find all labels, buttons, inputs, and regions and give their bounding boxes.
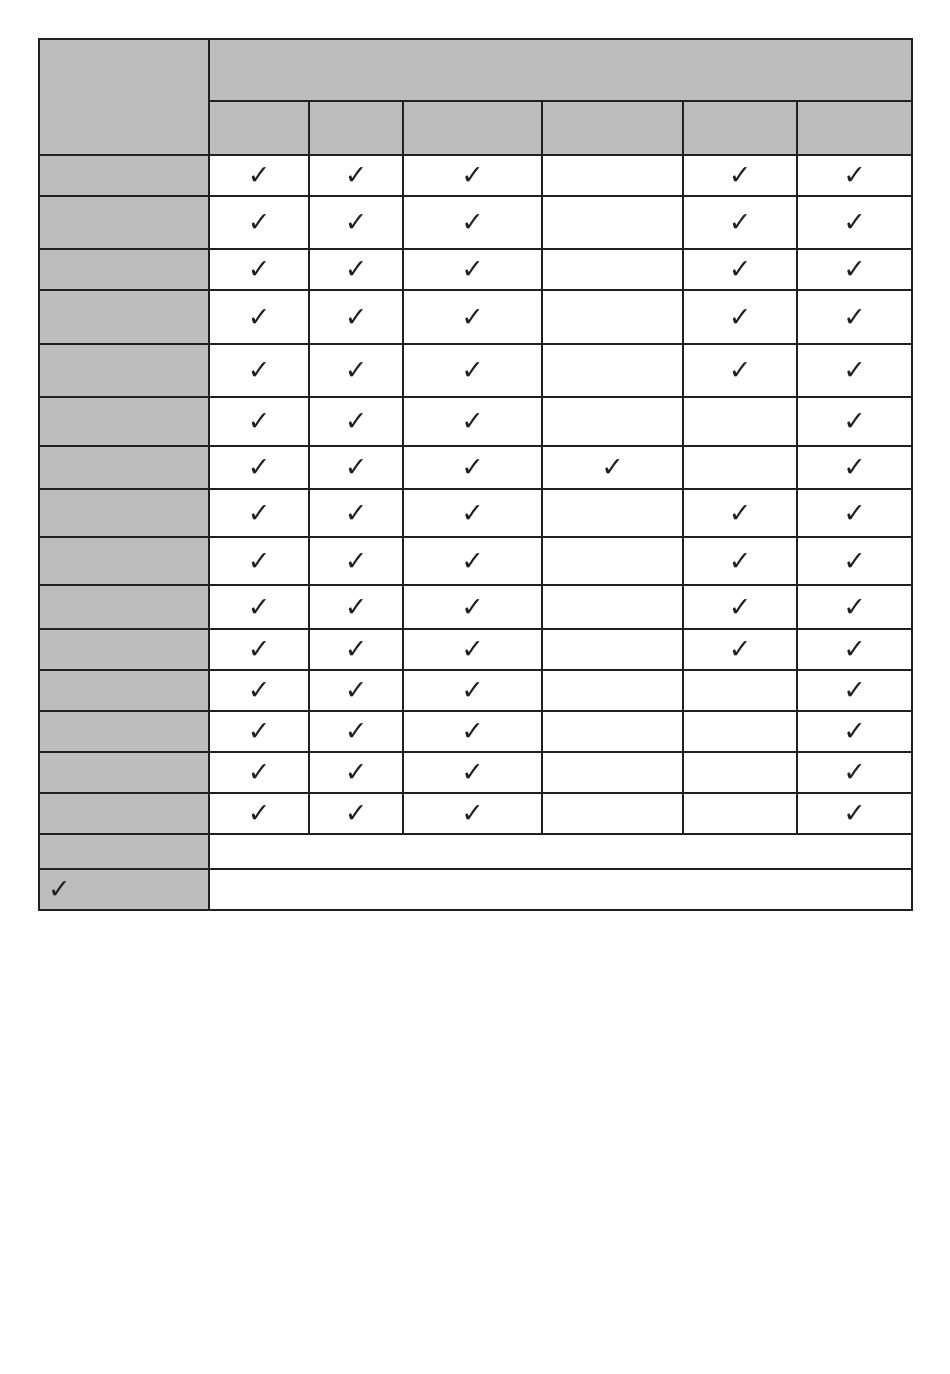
- table-cell: [209, 155, 309, 196]
- table-row: [39, 629, 912, 670]
- table-row: [39, 344, 912, 397]
- table-cell: [542, 537, 683, 585]
- table-cell: [403, 446, 542, 489]
- checkmark-icon: ✓: [344, 716, 368, 747]
- footer-cell: [209, 834, 912, 869]
- checkmark-icon: ✓: [344, 207, 368, 238]
- checkmark-icon: ✓: [843, 716, 866, 747]
- checkmark-icon: ✓: [344, 545, 368, 577]
- checkmark-icon: ✓: [843, 207, 866, 238]
- checkmark-icon: ✓: [601, 452, 624, 483]
- row-header-cell: [39, 155, 209, 196]
- table-cell: [209, 446, 309, 489]
- checkmark-icon: ✓: [344, 254, 368, 285]
- table-cell: [309, 196, 403, 249]
- footer-row: [39, 834, 912, 869]
- table-cell: [683, 196, 797, 249]
- table-cell: [209, 537, 309, 585]
- checkmark-icon: ✓: [344, 757, 368, 788]
- checkmark-icon: ✓: [843, 675, 866, 706]
- checkmark-icon: ✓: [247, 497, 271, 529]
- table-cell: [797, 752, 912, 793]
- legend-row: [39, 869, 912, 910]
- table-row: [39, 196, 912, 249]
- table-cell: [797, 629, 912, 670]
- checkmark-icon: ✓: [247, 545, 271, 577]
- table-cell: [403, 489, 542, 537]
- row-header-cell: [39, 537, 209, 585]
- table-cell: [309, 585, 403, 629]
- table-cell: [542, 585, 683, 629]
- row-header-cell: [39, 711, 209, 752]
- table-cell: [797, 155, 912, 196]
- checkmark-icon: ✓: [728, 355, 752, 386]
- checkmark-icon: ✓: [247, 591, 271, 623]
- table-cell: [797, 489, 912, 537]
- checkmark-icon: ✓: [728, 160, 752, 191]
- corner-header-cell: [39, 39, 209, 155]
- table-cell: [403, 155, 542, 196]
- table-cell: [209, 585, 309, 629]
- row-header-cell: [39, 670, 209, 711]
- row-header-cell: [39, 793, 209, 834]
- row-header-cell: [39, 290, 209, 344]
- legend-header-cell: [39, 869, 209, 910]
- group-header-cell: [209, 39, 912, 101]
- table-cell: [309, 670, 403, 711]
- row-header-cell: [39, 344, 209, 397]
- checkmark-icon: ✓: [728, 207, 752, 238]
- checkmark-icon: ✓: [247, 634, 271, 665]
- column-header-2: [309, 101, 403, 155]
- table-cell: [797, 711, 912, 752]
- table-cell: [309, 344, 403, 397]
- table-cell: [403, 670, 542, 711]
- checkmark-icon: ✓: [247, 160, 271, 191]
- checkmark-icon: ✓: [247, 716, 271, 747]
- table-cell: [403, 711, 542, 752]
- checkmark-icon: ✓: [843, 497, 866, 529]
- checkmark-icon: ✓: [344, 497, 368, 529]
- table-cell: [797, 249, 912, 290]
- table-cell: [683, 397, 797, 446]
- checkmark-icon: ✓: [843, 634, 866, 665]
- checkmark-icon: ✓: [247, 798, 271, 829]
- table-cell: [542, 155, 683, 196]
- table-cell: [209, 711, 309, 752]
- table-cell: [309, 752, 403, 793]
- table-cell: [542, 344, 683, 397]
- checkmark-icon: ✓: [247, 757, 271, 788]
- table-row: [39, 752, 912, 793]
- column-header-3: [403, 101, 542, 155]
- table-row: [39, 397, 912, 446]
- table-row: [39, 489, 912, 537]
- row-header-cell: [39, 196, 209, 249]
- table-cell: [683, 446, 797, 489]
- table-cell: [209, 629, 309, 670]
- table-cell: [309, 489, 403, 537]
- checkmark-icon: ✓: [843, 591, 866, 623]
- table-cell: [209, 249, 309, 290]
- table-row: [39, 670, 912, 711]
- checkmark-icon: ✓: [843, 545, 866, 577]
- table-cell: [309, 629, 403, 670]
- table-cell: [542, 489, 683, 537]
- table-cell: [309, 711, 403, 752]
- table-cell: [309, 446, 403, 489]
- table-row: [39, 249, 912, 290]
- table-cell: [403, 629, 542, 670]
- table-cell: [797, 446, 912, 489]
- table-cell: [542, 196, 683, 249]
- table-cell: [797, 585, 912, 629]
- checkmark-icon: ✓: [843, 798, 866, 829]
- table-cell: [683, 711, 797, 752]
- legend-cell: [209, 869, 912, 910]
- table-cell: [683, 155, 797, 196]
- checkmark-icon: ✓: [728, 634, 752, 665]
- table-cell: [797, 290, 912, 344]
- checkmark-icon: ✓: [843, 301, 866, 333]
- checkmark-icon: ✓: [728, 497, 752, 529]
- footer-header-cell: [39, 834, 209, 869]
- checkmark-icon: ✓: [344, 675, 368, 706]
- table-cell: [309, 155, 403, 196]
- checkmark-icon: ✓: [843, 160, 866, 191]
- legend-checkmark-icon: ✓: [48, 874, 71, 905]
- checkmark-icon: ✓: [344, 634, 368, 665]
- table-cell: [403, 537, 542, 585]
- checkmark-icon: ✓: [344, 160, 368, 191]
- row-header-cell: [39, 397, 209, 446]
- table-cell: [309, 537, 403, 585]
- checkmark-icon: ✓: [461, 757, 484, 788]
- table-cell: [683, 537, 797, 585]
- table-row: [39, 711, 912, 752]
- checkmark-icon: ✓: [728, 301, 752, 333]
- checkmark-icon: ✓: [247, 406, 271, 437]
- checkmark-icon: ✓: [344, 406, 368, 437]
- table-cell: [797, 537, 912, 585]
- row-header-cell: [39, 752, 209, 793]
- checkmark-icon: ✓: [461, 497, 484, 529]
- table-cell: [542, 249, 683, 290]
- column-header-1: [209, 101, 309, 155]
- checkmark-icon: ✓: [843, 406, 866, 437]
- table-body: [39, 39, 912, 910]
- checkmark-icon: ✓: [461, 355, 484, 386]
- table-cell: [403, 585, 542, 629]
- checkmark-icon: ✓: [728, 545, 752, 577]
- table-cell: [309, 249, 403, 290]
- table-cell: [683, 290, 797, 344]
- checkmark-icon: ✓: [728, 254, 752, 285]
- column-header-6: [797, 101, 912, 155]
- table-cell: [209, 670, 309, 711]
- checkmark-icon: ✓: [461, 160, 484, 191]
- checkmark-icon: ✓: [461, 452, 484, 483]
- table-cell: [209, 489, 309, 537]
- row-header-cell: [39, 629, 209, 670]
- table-row: [39, 585, 912, 629]
- table-row: [39, 793, 912, 834]
- checkmark-icon: ✓: [247, 207, 271, 238]
- table-cell: [403, 793, 542, 834]
- row-header-cell: [39, 489, 209, 537]
- checkmark-icon: ✓: [344, 301, 368, 333]
- table-cell: [403, 196, 542, 249]
- table-cell: [683, 344, 797, 397]
- table-cell: [209, 196, 309, 249]
- row-header-cell: [39, 249, 209, 290]
- checkmark-icon: ✓: [461, 301, 484, 333]
- checkmark-icon: ✓: [344, 452, 368, 483]
- table-cell: [403, 344, 542, 397]
- table-cell: [542, 670, 683, 711]
- checkmark-icon: ✓: [247, 254, 271, 285]
- table-cell: [309, 290, 403, 344]
- checkmark-icon: ✓: [461, 634, 484, 665]
- table-cell: [542, 446, 683, 489]
- table-cell: [403, 249, 542, 290]
- table-row: [39, 537, 912, 585]
- table-cell: [797, 670, 912, 711]
- column-header-5: [683, 101, 797, 155]
- table-cell: [542, 629, 683, 670]
- table-cell: [309, 793, 403, 834]
- table-cell: [403, 752, 542, 793]
- table-row: [39, 290, 912, 344]
- table-cell: [309, 397, 403, 446]
- checkmark-icon: ✓: [344, 355, 368, 386]
- table-cell: [797, 196, 912, 249]
- table-cell: [542, 752, 683, 793]
- checkmark-icon: ✓: [461, 798, 484, 829]
- checkmark-icon: ✓: [461, 406, 484, 437]
- table-cell: [542, 793, 683, 834]
- table-cell: [683, 585, 797, 629]
- checkmark-icon: ✓: [461, 545, 484, 577]
- table-cell: [797, 793, 912, 834]
- checkmark-icon: ✓: [247, 452, 271, 483]
- checkmark-icon: ✓: [843, 254, 866, 285]
- checkmark-icon: ✓: [247, 355, 271, 386]
- table-cell: [797, 397, 912, 446]
- compatibility-table: [38, 38, 913, 911]
- checkmark-icon: ✓: [843, 757, 866, 788]
- checkmark-icon: ✓: [728, 591, 752, 623]
- checkmark-icon: ✓: [461, 254, 484, 285]
- table-cell: [683, 249, 797, 290]
- row-header-cell: [39, 585, 209, 629]
- checkmark-icon: ✓: [247, 675, 271, 706]
- checkmark-icon: ✓: [461, 207, 484, 238]
- table-cell: [403, 290, 542, 344]
- table-row: [39, 155, 912, 196]
- checkmark-icon: ✓: [344, 798, 368, 829]
- table-cell: [542, 397, 683, 446]
- checkmark-icon: ✓: [461, 675, 484, 706]
- header-row-top: [39, 39, 912, 101]
- table-cell: [209, 793, 309, 834]
- table-cell: [683, 489, 797, 537]
- checkmark-icon: ✓: [461, 591, 484, 623]
- table-cell: [683, 793, 797, 834]
- table-cell: [209, 397, 309, 446]
- table-cell: [209, 344, 309, 397]
- row-header-cell: [39, 446, 209, 489]
- table-cell: [542, 711, 683, 752]
- table-row: [39, 446, 912, 489]
- checkmark-icon: ✓: [843, 452, 866, 483]
- table-cell: [209, 752, 309, 793]
- table-cell: [209, 290, 309, 344]
- checkmark-icon: ✓: [843, 355, 866, 386]
- table-cell: [542, 290, 683, 344]
- table-cell: [683, 629, 797, 670]
- table-cell: [403, 397, 542, 446]
- table-cell: [797, 344, 912, 397]
- table-cell: [683, 670, 797, 711]
- checkmark-icon: ✓: [247, 301, 271, 333]
- table-cell: [683, 752, 797, 793]
- column-header-4: [542, 101, 683, 155]
- checkmark-icon: ✓: [461, 716, 484, 747]
- checkmark-icon: ✓: [344, 591, 368, 623]
